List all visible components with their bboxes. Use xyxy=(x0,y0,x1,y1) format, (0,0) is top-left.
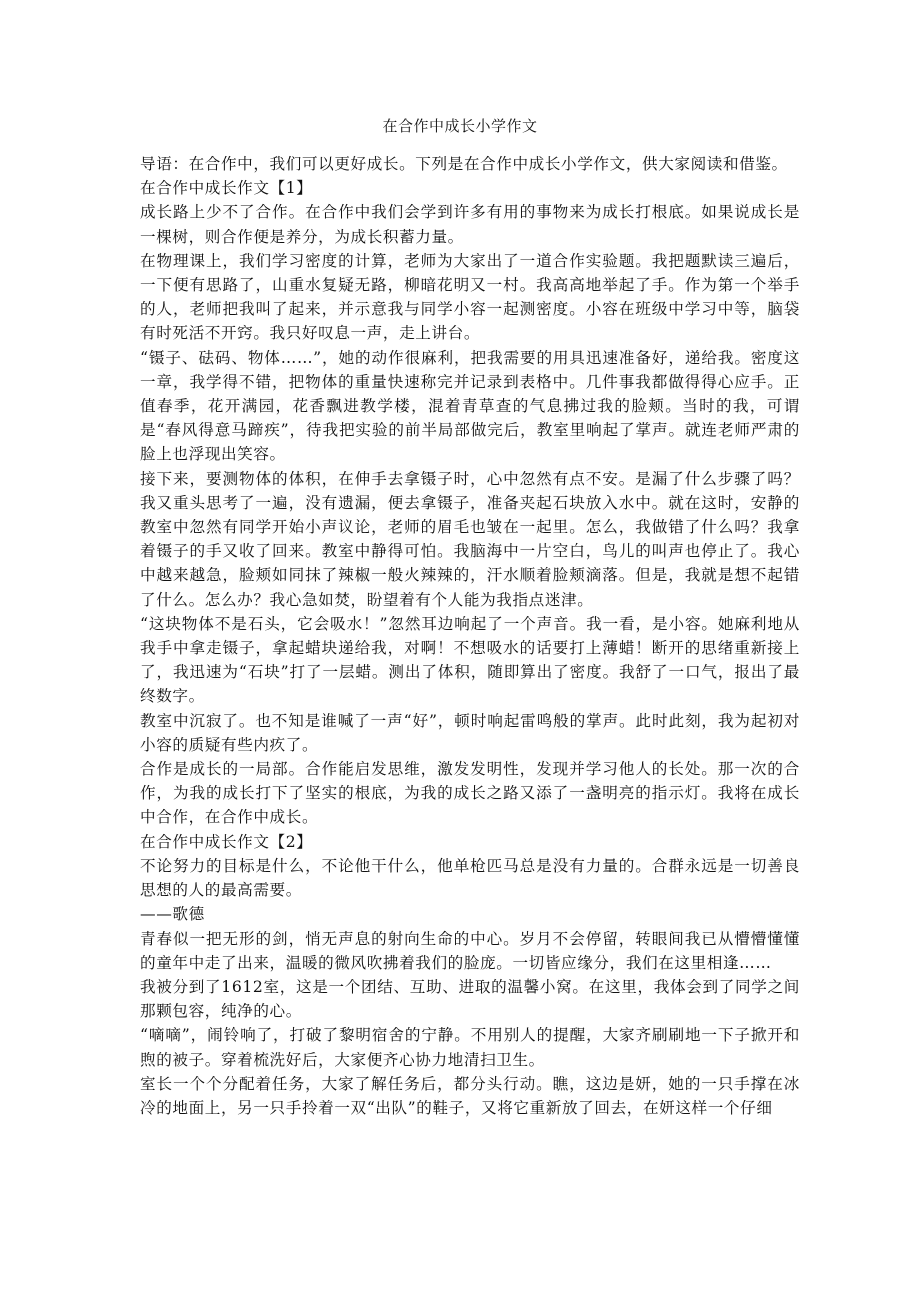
body-paragraph: 教室中沉寂了。也不知是谁喊了一声“好”，顿时响起雷鸣般的掌声。此时此刻，我为起初对小容的质疑有些内疚了。 xyxy=(140,711,800,754)
quote-paragraph: 不论努力的目标是什么，不论他干什么，他单枪匹马总是没有力量的。合群永远是一切善良思想的人的最高需要。 xyxy=(140,856,800,900)
body-paragraph: 青春似一把无形的剑，悄无声息的射向生命的中心。岁月不会停留，转眼间我已从懵懵懂懂的童年中走了出来，温暖的微风吹拂着我们的脸庞。一切皆应缘分，我们在这里相逢…… xyxy=(140,929,800,972)
body-paragraph: 室长一个个分配着任务，大家了解任务后，都分头行动。瞧，这边是妍，她的一只手撑在冰冷的地面上，另一只手拎着一双“出队”的鞋子，又将它重新放了回去，在妍这样一个仔细 xyxy=(140,1074,800,1117)
body-paragraph: “镊子、砝码、物体……”，她的动作很麻利，把我需要的用具迅速准备好，递给我。密度这一章，我学得不错，把物体的重量快速称完并记录到表格中。几件事我都做得得心应手。正值春季，花开满园，花香飘进教学楼，混着青草查的气息拂过我的脸颊。当时的我，可谓是“春风得意马蹄疾”，待我把实验的前半局部做完后，教室里响起了掌声。就连老师严肃的脸上也浮现出笑容。 xyxy=(140,348,800,464)
body-paragraph: 成长路上少不了合作。在合作中我们会学到许多有用的事物来为成长打根底。如果说成长是一棵树，则合作便是养分，为成长积蓄力量。 xyxy=(140,203,800,246)
document-title: 在合作中成长小学作文 xyxy=(382,117,538,135)
quote-attribution: ——歌德 xyxy=(140,905,205,924)
document-body xyxy=(140,152,800,1120)
body-paragraph: 我被分到了1612室，这是一个团结、互助、进取的温馨小窝。在这里，我体会到了同学之间那颗包容，纯净的心。 xyxy=(140,977,800,1021)
section-heading-2: 在合作中成长作文【2】 xyxy=(140,832,313,851)
body-paragraph: 合作是成长的一局部。合作能启发思维，激发发明性，发现并学习他人的长处。那一次的合作，为我的成长打下了坚实的根底，为我的成长之路又添了一盏明亮的指示灯。我将在成长中合作，在合作中成长。 xyxy=(140,760,800,827)
section-heading-1: 在合作中成长作文【1】 xyxy=(140,179,313,198)
body-paragraph: 在物理课上，我们学习密度的计算，老师为大家出了一道合作实验题。我把题默读三遍后，一下便有思路了，山重水复疑无路，柳暗花明又一村。我高高地举起了手。作为第一个举手的人，老师把我叫了起来，并示意我与同学小容一起测密度。小容在班级中学习中等，脑袋有时死活不开窍。我只好叹息一声，走上讲台。 xyxy=(140,251,800,343)
body-paragraph: “嘀嘀”，闹铃响了，打破了黎明宿舍的宁静。不用别人的提醒，大家齐刷刷地一下子掀开和煦的被子。穿着梳洗好后，大家便齐心协力地清扫卫生。 xyxy=(140,1026,800,1069)
intro-paragraph: 导语：在合作中，我们可以更好成长。下列是在合作中成长小学作文，供大家阅读和借鉴。 xyxy=(140,155,788,173)
body-paragraph: “这块物体不是石头，它会吸水！”忽然耳边响起了一个声音。我一看，是小容。她麻利地从我手中拿走镊子，拿起蜡块递给我，对啊！不想吸水的话要打上薄蜡！断开的思绪重新接上了，我迅速为“石块”打了一层蜡。测出了体积，随即算出了密度。我舒了一口气，报出了最终数字。 xyxy=(140,614,800,706)
body-paragraph: 接下来，要测物体的体积，在伸手去拿镊子时，心中忽然有点不安。是漏了什么步骤了吗？我又重头思考了一遍，没有遗漏，便去拿镊子，准备夹起石块放入水中。就在这时，安静的教室中忽然有同学开始小声议论，老师的眉毛也皱在一起里。怎么，我做错了什么吗？我拿着镊子的手又收了回来。教室中静得可怕。我脑海中一片空白，鸟儿的叫声也停止了。我心中越来越急，脸颊如同抹了辣椒一般火辣辣的，汗水顺着脸颊滴落。但是，我就是想不起错了什么。怎么办？我心急如焚，盼望着有个人能为我指点迷津。 xyxy=(140,469,800,609)
